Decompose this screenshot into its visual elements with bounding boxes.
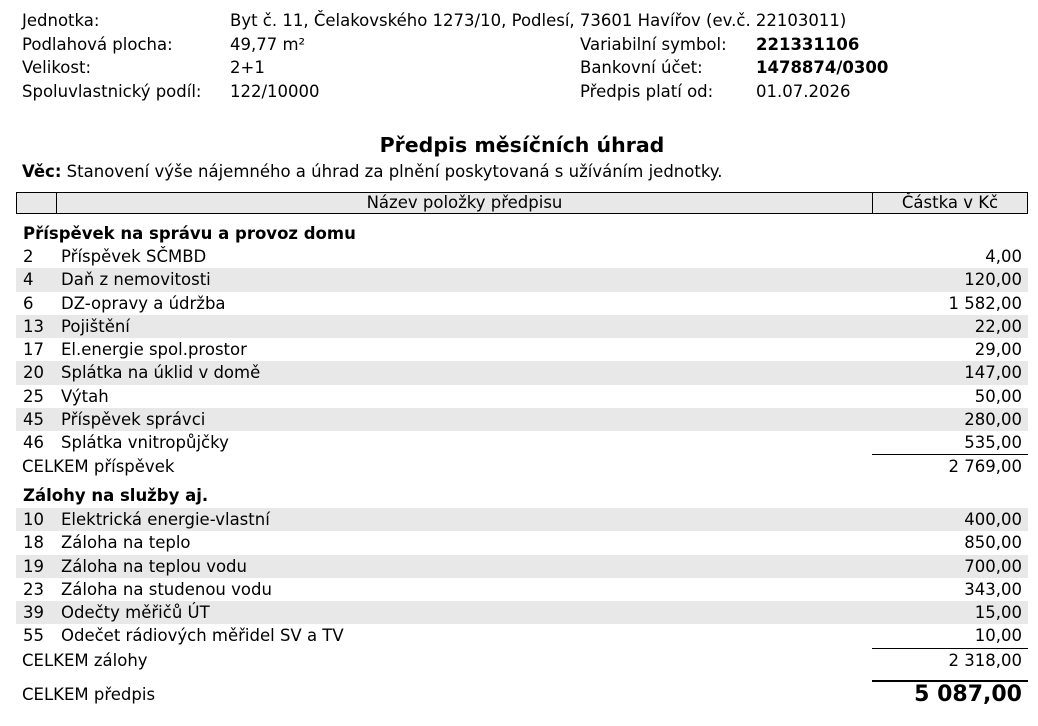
- table-row: [16, 624, 1028, 647]
- row-amount: 535,00: [964, 433, 1022, 453]
- variable-symbol-value: 221331106: [756, 34, 860, 54]
- row-code: 55: [23, 626, 44, 646]
- area-label: Podlahová plocha:: [22, 34, 173, 54]
- row-code: 19: [23, 556, 44, 576]
- header-name-column: Název položky předpisu: [57, 193, 873, 213]
- table-row: [16, 268, 1028, 291]
- unit-info: [22, 9, 1022, 103]
- share-value: 122/10000: [230, 81, 320, 101]
- row-code: 23: [23, 579, 44, 599]
- row-amount: 147,00: [964, 363, 1022, 383]
- header-number-column: [17, 193, 57, 213]
- table-row: [16, 361, 1028, 384]
- grand-total: [22, 682, 1022, 708]
- row-amount: 850,00: [964, 533, 1022, 553]
- size-value: 2+1: [230, 58, 265, 77]
- subtotal-label: CELKEM zálohy: [22, 651, 148, 670]
- row-code: 46: [23, 433, 44, 453]
- row-name: Elektrická energie-vlastní: [61, 510, 270, 529]
- row-name: DZ-opravy a údržba: [61, 293, 226, 313]
- row-amount: 120,00: [964, 270, 1022, 290]
- section-contribution-title: Příspěvek na správu a provoz domu: [23, 224, 356, 243]
- info-row-unit: [22, 9, 1022, 33]
- subtotal-label: CELKEM příspěvek: [22, 457, 175, 476]
- row-name: Daň z nemovitosti: [61, 270, 211, 290]
- table-row: [16, 338, 1028, 361]
- row-code: 17: [23, 340, 44, 360]
- row-amount: 400,00: [964, 510, 1022, 529]
- subtotal-value: 2 769,00: [948, 457, 1022, 476]
- info-row-share: [22, 80, 1022, 104]
- table-row: [16, 601, 1028, 624]
- table-row: [16, 578, 1028, 601]
- valid-from-value: 01.07.2026: [756, 81, 851, 101]
- subject-label: Věc:: [22, 162, 62, 181]
- row-name: Příspěvek správci: [61, 410, 206, 430]
- row-name: Záloha na teplou vodu: [61, 556, 247, 576]
- section-contribution-rows: [16, 245, 1028, 455]
- header-amount-column: Částka v Kč: [901, 193, 999, 212]
- table-row: [16, 408, 1028, 431]
- row-name: Příspěvek SČMBD: [61, 247, 207, 266]
- row-code: 2: [23, 247, 34, 266]
- row-name: Záloha na studenou vodu: [61, 579, 272, 599]
- row-code: 39: [23, 603, 44, 623]
- area-value: 49,77 m²: [230, 34, 306, 54]
- row-amount: 280,00: [964, 410, 1022, 430]
- row-code: 10: [23, 510, 44, 529]
- table-row: [16, 245, 1028, 268]
- row-name: Výtah: [61, 386, 109, 406]
- size-label: Velikost:: [22, 58, 92, 77]
- unit-label: Jednotka:: [22, 11, 100, 30]
- row-amount: 4,00: [985, 247, 1022, 266]
- document-title: Předpis měsíčních úhrad: [379, 133, 665, 157]
- section-advances-rows: [16, 508, 1028, 648]
- table-row: [16, 508, 1028, 531]
- grand-total-value: 5 087,00: [914, 682, 1022, 707]
- row-name: Odečet rádiových měřidel SV a TV: [61, 626, 344, 646]
- subtotal-contribution: [22, 455, 1022, 478]
- subject-line: [22, 160, 722, 183]
- subtotal-value: 2 318,00: [948, 651, 1022, 670]
- row-name: Odečty měřičů ÚT: [61, 603, 210, 623]
- bank-account-label: Bankovní účet:: [580, 58, 703, 77]
- share-label: Spoluvlastnický podíl:: [22, 81, 202, 101]
- subtotal-advances: [22, 649, 1022, 672]
- row-amount: 343,00: [964, 579, 1022, 599]
- row-name: Splátka na úklid v domě: [61, 363, 261, 383]
- valid-from-label: Předpis platí od:: [580, 81, 714, 101]
- grand-total-label: CELKEM předpis: [22, 685, 156, 704]
- row-amount: 700,00: [964, 556, 1022, 576]
- row-code: 6: [23, 293, 34, 313]
- row-amount: 22,00: [974, 316, 1022, 336]
- table-header: [16, 192, 1028, 214]
- row-name: Splátka vnitropůjčky: [61, 433, 229, 453]
- row-code: 45: [23, 410, 44, 430]
- table-row: [16, 531, 1028, 554]
- table-row: [16, 555, 1028, 578]
- info-row-size: [22, 56, 1022, 80]
- bank-account-value: 1478874/0300: [756, 58, 889, 77]
- row-name: Záloha na teplo: [61, 533, 191, 553]
- info-row-area: [22, 33, 1022, 57]
- table-row: [16, 292, 1028, 315]
- section-advances-title: Zálohy na služby aj.: [23, 486, 209, 505]
- row-code: 4: [23, 270, 34, 290]
- row-name: El.energie spol.prostor: [61, 340, 247, 360]
- row-code: 13: [23, 316, 44, 336]
- table-row: [16, 315, 1028, 338]
- table-row: [16, 385, 1028, 408]
- row-amount: 50,00: [974, 386, 1022, 406]
- row-code: 25: [23, 386, 44, 406]
- row-amount: 10,00: [974, 626, 1022, 646]
- unit-value: Byt č. 11, Čelakovského 1273/10, Podlesí, 73601 Havířov (ev.č. 22103011): [230, 11, 847, 30]
- table-row: [16, 431, 1028, 454]
- row-amount: 29,00: [974, 340, 1022, 360]
- row-code: 20: [23, 363, 44, 383]
- subject-text: Stanovení výše nájemného a úhrad za plnění poskytovaná s užíváním jednotky.: [61, 162, 723, 181]
- row-code: 18: [23, 533, 44, 553]
- row-amount: 15,00: [974, 603, 1022, 623]
- variable-symbol-label: Variabilní symbol:: [580, 34, 727, 54]
- row-amount: 1 582,00: [948, 293, 1022, 313]
- row-name: Pojištění: [61, 316, 130, 336]
